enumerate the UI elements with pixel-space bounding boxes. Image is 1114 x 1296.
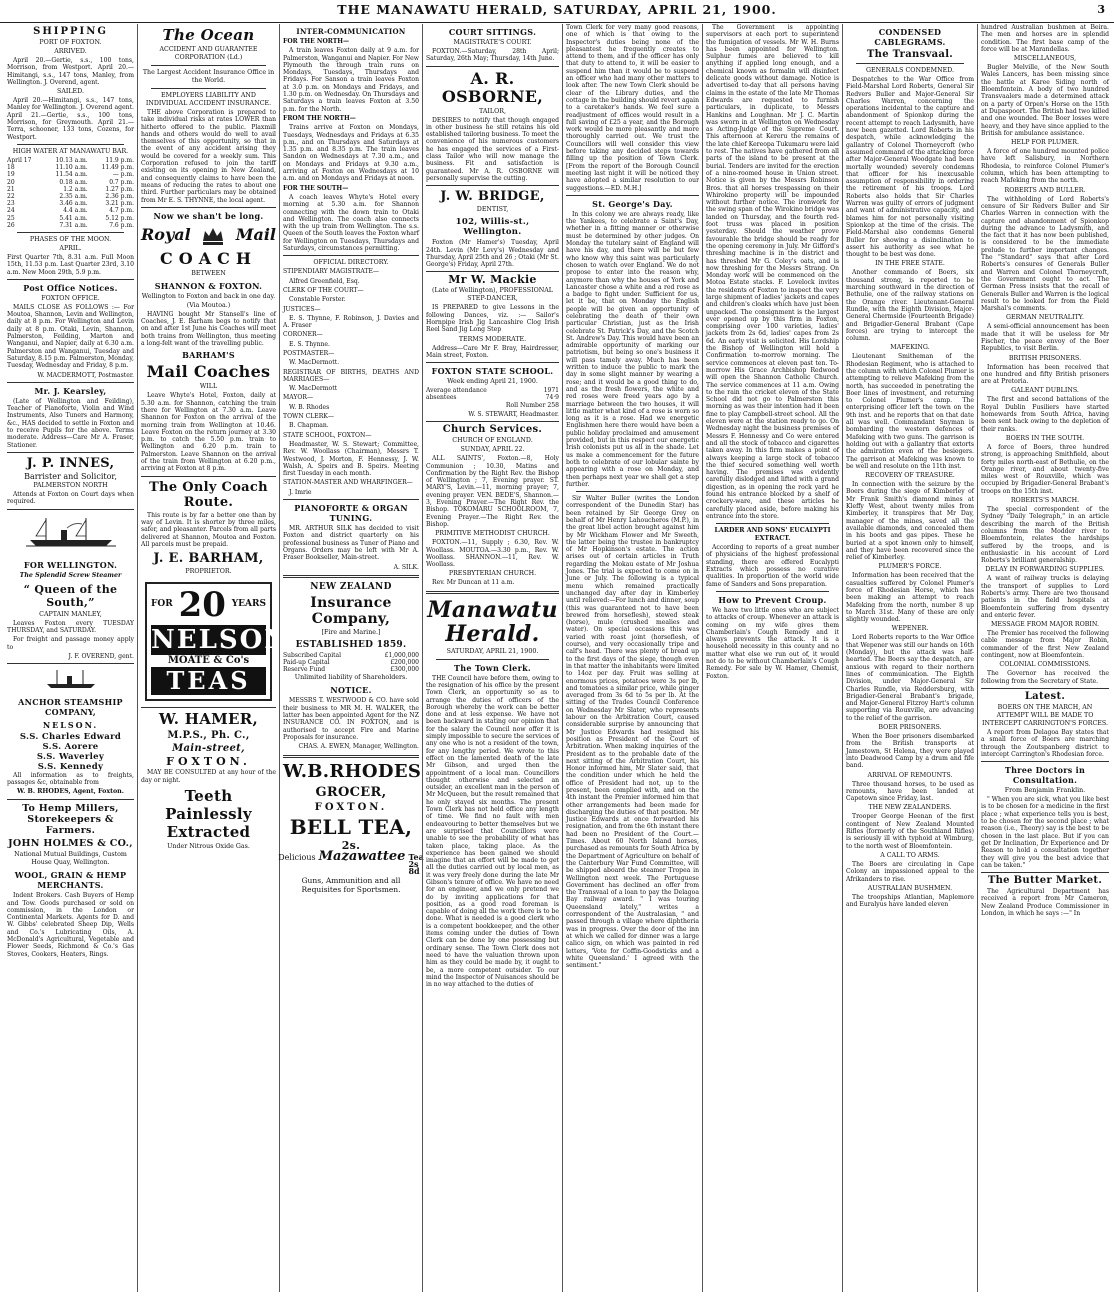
- capital-label: Subscribed Capital: [283, 651, 342, 659]
- tailor-label: TAILOR,: [479, 107, 506, 115]
- hamer-street: Main-street,: [172, 743, 245, 755]
- treasure-text: In connection with the seizure by the Boers during the siege of Kimberley of Mr Frank Smith's diamond mines at Kleffy West, about twenty miles from Kimberley, it transpires that Mr Day, manager of the mines, saved all the available diamonds, and concealed them in his boots and gas pipes. These he buried at a spot known only to himself, and they have been recovered since the relief of Kimberley.: [846, 481, 974, 562]
- anchor-text: All information as to freights, passages &c, obtainable from: [7, 771, 134, 786]
- methodist-heading: PRIMITIVE METHODIST CHURCH.: [435, 530, 550, 538]
- sailed-text: April 20.—Himitangi, s.s., 147 tons, Manley for Wellington. J. Overend agent. April 21.—Gertie, s.s., 100 tons, Morrison, for Greymouth. April 21.—Terra, schooner, 133 tons, Cozens, for Westport.: [7, 97, 134, 141]
- coach-text: Wellington to Foxton and back in one day.: [141, 292, 276, 300]
- st-george-heading: St. George's Day.: [592, 198, 673, 209]
- town-clerk-text: THE Council have before them, owing to the resignation of his office by the present Town Clerk, an opportunity so as to arrange the duties of officers of the Borough whereby the work can be better done and at less expense. We have not been backward in stating our opinion that for the salary the Council now offer it is simply impossible to secure the services of any one who is not a resident of the town, for any lengthy period. We wrote to this effect on the lamented death of the late Mr Gibson, and urged then the appointment of a local man. Councillors thought otherwise and selected an outsider, an excellent man in the person of Mr McQueen, but the result remained that he only stayed six months. The present Town Clerk has not held office any length of time. We find no fault with men endeavouring to better themselves but we are surprised that Councillors were unable to see the probability of what has taken place, taking place. As the experience has been gained we should imagine that an effort will be made to get all the duties carried out by local men, as it was very freely done during the late Mr Gibson's tenure of office. We have no need for an engineer, and we only pretend we do by inviting applications for that position, as a good road foreman is capable of doing all the work there is to be done. What is needed is a good clerk who is a competent bookkeeper, and the other items coming under the duties of Town Clerk can be done by one possessing but ordinary sense. The Town Clerk does not need to have the valuation thrown upon him as they could be made by, it ought to be, a more competent outsider. To our mind the Inspector of Nuisances should be in no way attached to the duties of: [426, 674, 559, 989]
- mackie-heading: Mr W. Mackie: [448, 273, 537, 287]
- moon-heading: PHASES OF THE MOON.: [29, 236, 112, 243]
- tide-row: [7, 200, 134, 207]
- roberts-march-heading: ROBERTS'S MARCH.: [1010, 497, 1080, 505]
- port-heading: PORT OF FOXTON.: [39, 39, 102, 46]
- capital-row: [283, 666, 419, 673]
- sanders-text: According to reports of a great number of physicians of the highest professional standing, there are offered Eucalypti Extracts which possess no curative qualities. In proportion of the world wide fame of Sanders and Sons preparation.: [706, 544, 839, 588]
- tide-am: 4.4 a.m.: [63, 207, 88, 215]
- tide-pm: 4.7 p.m.: [109, 207, 134, 215]
- mackie-address: Address—Care Mr F. Bray, Hairdresser, Main street, Foxton.: [426, 344, 559, 359]
- news-paragraphs-col5: Sir Walter Buller (writes the London correspondent of the Dunedin Star) has been retained by Sir George Grey on behalf of Mr Henry Lahoucheros (M.P.), in the great libel action brought against him by Mr Wickham Flower and Mr Sweeth, the latter being the trustee in bankruptcy of Mr Hopkinson's estate. The action arises out of certain articles in Truth regarding the Mokau estate of Mr Joshua Jones. The trial is expected to come on in June or July. The following is a typical menu which remained practically unchanged day after day in Kimberley until relieved:—For lunch and dinner, soup (this was guaranteed not to have been brewed from horseflesh), stewed steak (horse), mule (crushed mealies and water). On special occasions this was varied with roast joint (horseflesh, of course), and very occasionally tripe and calf's head. There was plenty of bread up to the first days of the siege, though even in that matter the inhabitants were limited to 14oz per day. Fruit was selling at enormous prices, potatoes were 3s per lb, and tomatoes a similar price, while ginger averaged from 3s 6d to 5s per lb. At the sitting of the Trades Council Conference on Wednesday Mr Slater, who represents labour on the Arbitration Court, caused considerable surprise by announcing that Mr Justice Edwards had resigned his position as President of the Court of Arbitration. When making inquiries of the President as to the probable date of the next sitting of the Arbitration Court, his Honor informed him, Mr Slater said, that the condition under which he held the office of President had not, up to the present, been complied with, and on the 4th instant the Premier informed him that other arrangements had been made for discharging the duties of that position. Mr Justice Edwards at once forwarded his resignation, and from the 6th instant there had been no President of the Court.—Times. About 60 North Island horses, purchased as remounts for South Africa by the Department of Agriculture on behalf of the Canterbury War Fund Committee, will be shipped aboard the steamer Tropea in Wellington next week. The Portuguese Government has declined an offer from the Transvaal of a loan to pay the Delagoa Bay railway award. " I was touring Queensland lately," writes a correspondent of the Australasian, " and passed through a village where diphtheria was in progress. Over the door of the inn at which we called for dinner was a large calico sign, on which was painted in red letters, 'Vote for Coffin-Goodsticks and a white Queensland.' I agreed with the sentiment.": [566, 495, 699, 970]
- tide-am: 5.41 a.m.: [59, 214, 88, 222]
- tide-pm: 1.27 p.m.: [105, 185, 134, 193]
- state-school-sign: W. S. STEWART, Headmaster.: [468, 410, 559, 418]
- tide-row: [7, 207, 134, 214]
- town-clerk-heading: The Town Clerk.: [453, 662, 532, 673]
- state-school-heading: FOXTON STATE SCHOOL.: [431, 366, 554, 377]
- rhodes-town: FOXTON.: [314, 801, 388, 813]
- column-8: [977, 24, 1112, 1292]
- boers-south-heading: BOERS IN THE SOUTH.: [1005, 434, 1085, 442]
- anchor-place: NELSON.: [42, 719, 99, 730]
- ocean-heading: The Ocean: [162, 26, 255, 44]
- bell-tea-label: BELL TEA,: [289, 814, 413, 839]
- post-office-sub: FOXTON OFFICE.: [41, 294, 100, 302]
- teas-label: TEAS: [151, 667, 266, 695]
- court-heading: COURT SITTINGS.: [448, 27, 537, 37]
- tide-table: [7, 157, 134, 229]
- nelson-twenty: 20: [178, 585, 226, 626]
- tide-row: [7, 215, 134, 222]
- for-wellington-heading: FOR WELLINGTON.: [23, 559, 118, 570]
- holmes-heading: JOHN HOLMES & CO.,: [8, 838, 133, 850]
- north-text: A train leaves Foxton daily at 9 a.m. for Palmerston, Wanganui and Napier. For New Plymouth the through train runs on Mondays, Tuesdays, Thursdays and Fridays. For Sanson a train leaves Foxton at 3.0 p.m. on Mondays and Fridays, and 1.30 p.m. on Wednesday. On Thursdays and Saturdays a train leaves Foxton at 3.50 p.m. for the North.: [283, 47, 419, 113]
- moon-text: First Quarter 7th, 8.31 a.m. Full Moon 15th, 11.53 p.m. Last Quarter 23rd, 3.10 a.m. New Moon 29th, 5.9 p.m.: [7, 254, 134, 276]
- butter-heading: The Butter Market.: [987, 875, 1103, 887]
- tide-date: April 17: [7, 156, 32, 164]
- tide-am: 11.10 a.m.: [55, 164, 88, 172]
- remounts-heading: ARRIVAL OF REMOUNTS.: [867, 771, 953, 779]
- ocean-line: EMPLOYERS LIABILITY AND INDIVIDUAL ACCIDENT INSURANCE.: [145, 92, 272, 107]
- masthead-title: THE MANAWATU HERALD, SATURDAY, APRIL 21, 1900.: [337, 2, 777, 17]
- notice-sign: CHAS. A. EWEN, Manager, Wellington.: [298, 743, 419, 751]
- dublins-text: The first and second battalions of the Royal Dublin Fusiliers have started homewards from South Africa, having been sent back owing to the depletion of their ranks.: [981, 396, 1109, 433]
- court-text: FOXTON.—Saturday, 28th April; Saturday, 26th May; Thursday, 14th June.: [426, 48, 559, 63]
- tide-date: 24: [7, 207, 15, 215]
- mafeking-heading: MAFEKING.: [890, 344, 930, 352]
- tide-am: 1.2 a.m.: [63, 185, 88, 193]
- state-school-table: [426, 387, 559, 401]
- presbyterian-text: Rev. Mr Duncan at 11 a.m.: [432, 579, 515, 587]
- sanders-heading: LARDER AND SONS' EUCALYPTI EXTRACT.: [714, 527, 831, 543]
- delicious-label: Delicious: [278, 852, 316, 862]
- roberts-buller-heading: ROBERTS AND BULLER.: [1004, 186, 1086, 194]
- teeth-sub: Under Nitrous Oxide Gas.: [167, 842, 250, 850]
- column-3: [279, 24, 422, 1292]
- capital-row: [283, 659, 419, 666]
- via-label: (Via Moutoa.): [186, 301, 231, 309]
- bridge-heading: J. W. BRIDGE,: [440, 189, 545, 205]
- doctors-text: " When you are sick, what you like best is to be chosen for a medicine in the first place ; what experience tells you is best, to be chosen for the second place ; what reason (i.e., Theory) say is the best to be chosen in the last place. But if you can get Dr Inclination, Dr Experience and Dr Reason to hold a consultation together they will give you the best advice that can be taken.": [981, 796, 1109, 869]
- doctors-heading: Three Doctors in Consultation.: [1004, 765, 1086, 786]
- holmes-sub: National Mutual Buildings, Custom House Quay, Wellington.: [14, 851, 127, 867]
- moon-month: APRIL.: [59, 245, 82, 252]
- mazawattee-line: [278, 848, 424, 877]
- ocean-sub: ACCIDENT AND GUARANTEE CORPORATION (Ld.): [159, 46, 258, 61]
- free-state-text: Another commando of Boers, six thousand strong, is reported to be marching southward in the direction of Bethulie, one of the railway stations on the Orange river. Lieutenant-General Rundle, with the Eighth Division, Major-General Chermside (Fourteenth Brigade) and Brigadier-General Brabant (Cape forces) are trying to intercept the column.: [846, 269, 974, 343]
- anchor-ships-list: [7, 732, 134, 772]
- innes-heading: J. P. INNES,: [26, 455, 115, 471]
- st-george-text: In this colony we are always ready, like the Yankees, to celebrate a Saint's Day, whether in a fitting manner or otherwise must be determined by other judges. On Monday the tutelary saint of England will have his day, and there will be but few who know why this saint was particularly chosen to watch over England. We do not propose to enter into the reason why, anymore than why the houses of York and Lancaster chose a white and a red rose as a badge to fight under. Sufficient for us, let it be, that on Monday the English people will be given an opportunity of celebrating the death of their own particular Christian, just as the Irish celebrate St. Patrick's Day, and the Scotch St. Andrew's Day. This would have been an admirable opportunity of marking our patriotism, but being so one's business it will pass tamely away. Much has been written to induce the public to mark the day in some slight manner by wearing a rose; and it would be a good thing to do, and as the fresh flowers, the white and red roses were freed years ago by a marriage between the two houses, it will little matter what kind of a rose is worn so long as it is a rose. Had we energetic Englishmen here there would have been a public holiday proclaimed and amusement provided, but in this respect our energetic Irish colonists put us all in the shade. Let us make a commencement for the future both to celebrate of our lobular sainte by appearing with a rose on Monday, and then perhaps next year we shall get a step further.: [566, 210, 699, 488]
- herald-date: SATURDAY, APRIL 21, 1900.: [446, 647, 539, 655]
- inter-heading: INTER-COMMUNICATION: [296, 27, 406, 36]
- nz-fire-marine: [Fire and Marine.]: [321, 628, 381, 636]
- state-school-value: 1971: [543, 387, 559, 395]
- roberts-buller-text: The withholding of Lord Roberts's censure of Sir Redvers Buller and Sir Charles Warren in connection with the capture and abandonment of Spionkop during the advance to Ladysmith, and the fact that it has now been published, is considered to be the immediate prelude to further important changes. The "Standard" says that after Lord Roberts's censures of Generals Buller and Warren and Colonel Thorneycroft, the Government ought to act. The German Press insists that the recall of Generals Buller and Warren is the logical result to be looked for from the Field Marshal's comments.: [981, 195, 1109, 313]
- barham-proprietor: PROPRIETOR.: [185, 568, 232, 576]
- for-south-label: FOR THE SOUTH—: [283, 184, 349, 192]
- established-label: ESTABLISHED 1859.: [295, 639, 407, 650]
- capital-table: [283, 652, 419, 674]
- sailed-heading: SAILED.: [57, 88, 84, 96]
- official-holder: Headmaster, W. S. Stewart; Committee, Rev. W. Woollass (Chairman), Messrs T. Westwood, J. Morton, F. Hennessy, J. W. Walsh, A. Speirs and B. Speirs. Meeting first Tuesday in each month.: [283, 440, 419, 478]
- kearsley-heading: Mr. J. Kearsley,: [34, 385, 107, 396]
- barham-name: J. E. BARHAM,: [153, 551, 264, 567]
- notice-text: MESSRS T. WESTWOOD & CO. have sold their business to MR M. H. WALKER, the latter has been appointed Agent for the NZ INSURANCE CO. IN FOXTON, and is authorised to accept Fire and Marine Proposals for insurance.: [283, 697, 419, 741]
- boers-south-text: A force of Boers, three hundred strong, is approaching Smithfield, about forty miles north-east of Bethulie, on the Orange river, and about twenty-five miles west of Rouxville, which was occupied by Brigadier-General Brabant's troops on the 15th inst.: [981, 443, 1109, 495]
- tide-am: 11.54 a.m.: [55, 171, 88, 179]
- post-office-sign: W. MACDERMOTT, Postmaster.: [37, 371, 134, 379]
- cable-heading: CONDENSED CABLEGRAMS.: [874, 27, 946, 47]
- tide-pm: 7.6 p.m.: [109, 221, 134, 229]
- bridge-address: 102, Willis-st., Wellington.: [455, 217, 530, 238]
- roberts-march-text: The special correspondent of the Sydney "Daily Telegraph," in an article describing the march of the British columns from the Modder river to Bloemfontein, relates the hardships suffered by the troops, and is enthusiastic in his account of Lord Roberts's brilliant generalship.: [981, 506, 1109, 565]
- transvaal-heading: The Transvaal.: [866, 49, 954, 60]
- bell-tea-price: 2s.: [341, 838, 361, 852]
- wool-heading: WOOL, GRAIN & HEMP MERCHANTS.: [14, 870, 127, 891]
- help-plumer-heading: HELP FOR PLUMER.: [1011, 139, 1079, 147]
- hemp-heading: To Hemp Millers, Storekeepers & Farmers.: [22, 803, 119, 837]
- state-school-row: [426, 387, 559, 394]
- treasure-heading: RECOVERY OF TREASURE.: [865, 472, 955, 480]
- innes-text: Attends at Foxton on Court days when required.: [7, 490, 134, 506]
- neutrality-heading: GERMAN NEUTRALITY.: [1006, 314, 1084, 322]
- official-holder: Alfred Greenfield, Esq.: [289, 277, 360, 285]
- british-prisoners-heading: BRITISH PRISONERS.: [1008, 354, 1082, 362]
- tide-row: [7, 164, 134, 171]
- state-school-label: absentees: [426, 394, 457, 402]
- tide-pm: 11.49 p.m.: [101, 164, 134, 172]
- official-role: POSTMASTER—: [283, 349, 335, 357]
- anchor-ship-name: S.S. Waverley: [36, 751, 105, 762]
- tide-pm: 0.7 p.m.: [109, 178, 134, 186]
- church-heading: Church Services.: [442, 424, 543, 436]
- mail-coaches-heading: Mail Coaches: [146, 362, 271, 382]
- nzers-heading: THE NEW ZEALANDERS.: [868, 804, 952, 812]
- dentist-label: DENTIST,: [476, 206, 509, 214]
- tide-date: 21: [7, 185, 15, 193]
- steamer-heading: The Splendid Screw Steamer: [19, 571, 122, 579]
- official-holder: E. S. Thynne, F. Robinson, J. Davies and A. Fraser: [283, 314, 419, 330]
- mackie-sub: (Late of Wellington), PROFESSIONAL STEP-DANCER,: [432, 287, 553, 303]
- nelson-years-label: YEARS: [231, 599, 266, 610]
- only-coach-heading: The Only Coach Route.: [149, 479, 268, 510]
- masthead: [0, 0, 1114, 23]
- rhodes-heading: W.B.RHODES: [283, 760, 422, 782]
- tide-date: 19: [7, 171, 15, 179]
- free-state-heading: IN THE FREE STATE.: [875, 260, 945, 268]
- arms-text: The Boers are circulating in Cape Colony an impassioned appeal to the Afrikanders to rise.: [846, 860, 974, 883]
- bushmen-text: The troopships Atlantian, Maplemore and Euralyus have landed eleven: [846, 893, 974, 909]
- colonial-heading: COLONIAL COMMISSIONS.: [999, 661, 1091, 669]
- robin-heading: MESSAGE FROM MAJOR ROBIN.: [990, 621, 1099, 629]
- official-holder: E. S. Thynne.: [289, 340, 330, 348]
- tide-date: 18: [7, 164, 15, 172]
- news-paragraphs-col6: The Government is appointing supervisors at each port to superintend the fumigation of vessels. Mr W. H. Burns has been appointed for Wellington. Sulphur fumes are believed to kill anything if applied long enough, and a chemical known as formalin will disinfect delicate goods without damage. Notice is advertised to-day that all persons having claims in the estate of the late Mr Thomas Edwards are requested to furnish particulars, in duplicate, to Messrs Hankins and Loughnan. Mr J. C. Martin was sworn in at Wellington on Wednesday as Acting-Judge of the Supreme Court. This afternoon at Kereru the remains of the late chief Kereopa Tukumaru were laid to rest. The natives have gathered from all parts of the island to be present at the burial. Tenders are invited for the erection of a nine-roomed house in Union street. Notice is given by the Messrs Robinson Bros. that all horses trespassing on their Whirokino property will be impounded without further notice. The ironwork for the swing span of the Wirokino bridge was landed on Thursday, and the fourth red-foot truss was placed in position yesterday. Should the weather prove favourable the bridge should be ready for the opening ceremony in July. Mr Gifford's threshing machine is in the district and has threshed Mr G. Coley's oats, and is now threshing for the Messrs Strang. On Monday work will be commenced on the Motoa Estate stacks. F. Lovelock invites the residents of Foxton to inspect the very large shipment of ladies' jackets and capes and children's cloaks which have just been unpacked. The consignment is the largest ever opened up by this firm in Foxton, comprising over 100 varieties, ladies' jackets from 2s 6d, ladies' capes from 2s 6d. An early visit is solicited. His Lordship the Bishop of Wellington will hold a Confirmation to-morrow morning. The service commences at eleven past ten. To-morrow His Grace Archbishop Redwood will open the Shannon Catholic Church. The service commences at 11 a.m. Owing to the rain the cricket eleven of the State School did not go to Palmerston this morning as was their intention had it been fine to play Campbell-street school. All the eleven were at the station ready to go. On Wednesday night the business premises of Messrs F. Hennessy and Co were entered and all the stock of tobacco and cigarettes taken away. In this firm makes a point of always keeping a large stock of tobacco the thief secured something well worth having. The premises was evidently carefully dislodged and lifted with a grand digestion, as in opening the rock yard he found his entrance blocked by a shelf of crockery-ware, and these articles he carefully placed aside, before making his entrance into the store.: [706, 24, 839, 520]
- from-north-text: Trains arrive at Foxton on Mondays, Tuesdays, Wednesdays and Fridays at 6.35 p.m., and on Thursdays and Saturdays at 1.35 p.m. and 8.35 p.m. The train leaves Sandon on Wednesdays at 7.30 a.m., and on Mondays and Fridays at 9.30 a.m., arriving at Foxton on Wednesdays at 10 a.m. and on Mondays and Fridays at noon.: [283, 124, 419, 183]
- will-label: WILL: [199, 383, 218, 391]
- tide-row: [7, 157, 134, 164]
- official-holder: Constable Forster.: [289, 296, 346, 304]
- dublins-heading: GALEANT DUBLINS.: [1011, 387, 1079, 395]
- capital-value: £300,000: [390, 666, 419, 674]
- official-role: MAYOR—: [283, 394, 314, 402]
- capital-label: Paid-up Capital: [283, 659, 330, 667]
- steamer-agent: J. F. OVEREND, gent.: [68, 653, 134, 661]
- for-north-label: FOR THE NORTH—: [283, 38, 350, 45]
- tide-row: [7, 222, 134, 229]
- mackie-terms: TERMS MODERATE.: [458, 335, 527, 343]
- column-5: [562, 24, 702, 1292]
- tide-date: 20: [7, 178, 15, 186]
- tide-pm: 2.36 p.m.: [105, 192, 134, 200]
- nz-insurance-sub: Insurance Company,: [310, 594, 392, 627]
- robin-text: The Premier has received the following cable message from Major Robin, commander of the first New Zealand contingent, now at Bloemfontein.: [981, 630, 1109, 660]
- official-role: REGISTRAR OF BIRTHS, DEATHS AND MARRIAGES—: [283, 368, 419, 383]
- remounts-text: Three thousand horses, to be used as remounts, have been landed at Capetown since Friday, last.: [846, 780, 974, 803]
- column-1: [4, 24, 137, 1292]
- official-role: JUSTICES—: [283, 305, 321, 313]
- hamer-heading: W. HAMER,: [158, 710, 259, 729]
- anchor-ship-icon: [7, 668, 134, 692]
- notice-heading: NOTICE.: [330, 685, 372, 696]
- delay-text: A want of railway trucks is delaying the transport of supplies to Lord Roberts's army. There are two thousand patients in the field hospitals at Bloemfontein suffering from dysentry and enteric fever.: [981, 575, 1109, 619]
- coach-label: COACH: [160, 248, 257, 268]
- shipping-heading: SHIPPING: [33, 26, 108, 37]
- nelson-teas-ad: [145, 582, 291, 701]
- bushmen-heading: AUSTRALIAN BUSHMEN.: [867, 884, 953, 892]
- steamer-text: Leaves Foxton every TUESDAY THURSDAY, and SATURDAY.: [7, 619, 134, 635]
- official-role: CORONER—: [283, 331, 323, 339]
- tide-am: 0.18 a.m.: [59, 178, 88, 186]
- butter-text: The Agricultural Department has received a report from Mr Cameron, New Zealand Produce Commissioner in London, in which he says :—" In: [981, 888, 1109, 918]
- tide-date: 26: [7, 221, 15, 229]
- guns-text: Guns, Ammunition and all Requisites for Sportsmen.: [301, 876, 401, 895]
- tide-pm: — p.m.: [112, 171, 134, 179]
- column-4: [422, 24, 562, 1292]
- nz-insurance-heading: NEW ZEALAND: [310, 581, 392, 592]
- nelson-label: NELSON: [151, 625, 291, 656]
- croup-text: We have two little ones who are subject to attacks of croup. Whenever an attack is coming on my wife gives them Chamberlain's Cough Remedy and it always prevents the attack. It is a household necessity in this county and no matter what else we run out of, it would not do to be without Chamberlain's Cough Remedy. For sale by W. Hamer, Chemist, Foxton.: [706, 606, 839, 680]
- official-role: CLERK OF THE COURT—: [283, 286, 364, 294]
- piano-text: MR. ARTHUR SILK has decided to visit Foxton and district quarterly on his professional business as Tuner of Piano and Organs. Orders may be left with Mr A. Fraser Bookseller, Main-street.: [283, 525, 419, 562]
- post-office-heading: Post Office Notices.: [23, 282, 118, 293]
- mafeking-text: Lieutenant Smitheman of the Rhodesian Regiment, who is attached to the column with which Colonel Plumer is attempting to relieve Mafeking from the north, has succeeded in penetrating the Boer lines of investment, and returning to Colonel Plumer's camp. The enterprising officer left the town on the 9th inst. and he reports that on that date all was well. Commandant Snyman is bombarding the western defences of Mafeking with two guns. The garrison is holding out with a gallantry that extorts the admiration even of the besiegers. The garrison at Mafeking was known to be well and resolute on the 11th inst.: [846, 353, 974, 470]
- herald-title: Manawatu Herald.: [427, 596, 558, 647]
- boer-prisoners-heading: BOER PRISONERS.: [878, 724, 942, 732]
- osborne-text: DESIRES to notify that though engaged in other business he still retains his old established tailoring business. To meet the convenience of his numerous customers he has engaged the services of a First-class Tailor who will now manage the business. Fit and satisfaction is guaranteed. Mr A. R. OSBORNE will personally supervise the cutting.: [426, 116, 559, 182]
- arrived-text: April 20.—Gertie, s.s., 100 tons, Morrison, from Westport. April 20.—Himitangi, s.s., 147 tons, Manley, from Wellington. J. Overend, agent.: [7, 57, 134, 86]
- hamer-town: FOXTON.: [166, 755, 251, 769]
- generals-text: Despatches to the War Office from Field-Marshal Lord Roberts, General Sir Redvers Buller and Major-General Sir Charles Warren, concerning the operations incidental to the capture and abandonment of Spionkop during the recent attempt to reach Ladysmith, have now been gazetted. Lord Roberts in his despatch, while acknowledging the gallantry of Colonel Thorneycroft (who assumed command of the attacking force after Major-General Woodgate had been mortally wounded) severely condemns that officer for his inexcusable assumption of responsibility in ordering the retirement of his troops. Lord Roberts also holds that Sir Charles Warren was guilty of errors of judgment and want of administrative capacity, and blames him for not personally visiting Spionkop at the time of the crisis. The Field-Marshal also condemns General Buller for showing a disinclination to assert his authority as see what he thought to be best was done.: [846, 76, 974, 259]
- arms-heading: A CALL TO ARMS.: [880, 851, 940, 859]
- misc-text: Bugler Melville, of the New South Wales Lancers, has been missing since the battle at Karee Siding north of Bloemfontein. A body of two hundred Transvaalers made a determined attack on a party of Orpen's Horse on the 15th at Dupaspoort. The British had two killed and one wounded. The Boer losses were heavy, and they have since applied to the British for ambulance assistance.: [981, 64, 1109, 137]
- mackie-text: IS PREPARED to give Lessons in the following Dances, viz. :— Sailor's Hornpipe Irish Jig Lancashire Clog Irish Reel Sand Jig Long Step: [426, 304, 559, 334]
- coach-text-2: HAVING bought Mr Stansell's line of Coaches, J. E. Barham begs to notify that on and after 1st June his Coaches will meet both trains from Wellington, thus meeting a long-felt want of the travelling public.: [141, 310, 276, 348]
- state-school-value: 74·9: [545, 394, 559, 402]
- piano-sign: A. SILK.: [393, 563, 419, 571]
- official-heading: OFFICIAL DIRECTORY.: [313, 259, 389, 267]
- only-coach-text: This route is by far a better one than by way of Levin. It is shorter by three miles, safer, and pleasanter. Parcels from all parts delivered at Shannon, Moutoa and Foxton. All parcels must be prepaid.: [141, 511, 276, 548]
- mail-label: Mail: [235, 225, 276, 245]
- steamer-captain: CAPTAIN MANLEY,: [39, 610, 102, 618]
- royal-mail-banner: [141, 223, 276, 247]
- ocean-text: THE above Corporation is prepared to take individual risks at rates LOWER than hitherto offered to the public. Plaxmill hands and others would do well to avail themselves of this opportunity, so that in the event of any accident arising they would be covered for a weekly sum. This Corporation refused to join the tariff existing on its opening in New Zealand, and consequently claims to have been the means of reducing the rates to about one third. Further particulars may be obtained from Mr E. S. THYNNE, the local agent.: [141, 109, 276, 204]
- grocer-label: GROCER,: [315, 784, 387, 800]
- tide-row: [7, 179, 134, 186]
- south-text: A coach leaves Whyte's Hotel every morning at 5.30 a.m. for Shannon connecting with the down train to Otaki and Wellington. The coach also connects with the up train from Wellington. The s.s. Queen of the South leaves the Foxton wharf for Wellington on Tuesdays, Thursdays and Saturdays, circumstances permitting.: [283, 193, 419, 253]
- boer-prisoners-text: When the Boer prisoners disembarked from the British transports at Jamestown, St Helena, they were played into Deadwood Camp by a drum and fife band.: [846, 733, 974, 770]
- moate-label: MOATE & Co's: [167, 655, 250, 667]
- state-school-row: [426, 394, 559, 401]
- official-holder: W. MacDermott: [289, 385, 338, 393]
- plumer-force-heading: PLUMER'S FORCE.: [878, 563, 942, 571]
- osborne-heading: A. R. OSBORNE,: [441, 68, 544, 106]
- official-holder: W. B. Rhodes: [289, 403, 330, 411]
- methodist-text: FOXTON.—11, Supply ; 6.30, Rev. W. Woollass. MOUTOA.—3.30 p.m., Rev. W. Woollass. SHANNON.—11, Rev. W. Woollass.: [426, 539, 559, 569]
- tide-row: [7, 171, 134, 178]
- church-sub: CHURCH OF ENGLAND.: [452, 437, 533, 445]
- latest-heading: Latest.: [1024, 690, 1066, 702]
- teeth-heading: Teeth Painlessly Extracted: [165, 786, 252, 841]
- nzers-text: Trooper George Heenan of the first contingent of New Zealand Mounted Rifles (formerly of the Southland Rifles) is seriously ill with typhoid at Wimburg, to the north west of Bloemfontein.: [846, 813, 974, 850]
- tide-am: 3.46 a.m.: [59, 200, 88, 208]
- official-role: STATION-MASTER AND WHARFINGER—: [283, 479, 413, 487]
- anchor-agent: W. B. RHODES, Agent, Foxton.: [17, 788, 124, 796]
- doctors-sub: From Benjamin Franklin.: [1004, 787, 1086, 795]
- high-water-heading: HIGH WATER AT MANAWATU BAR.: [12, 147, 129, 155]
- misc-heading: MISCELLANEOUS,: [1013, 55, 1077, 63]
- steamer-freight: For freight and passage money apply to: [7, 636, 134, 651]
- latest-sub: BOERS ON THE MARCH, AN ATTEMPT WILL BE MADE TO INTERCEPT CARRINGTON'S FORCES.: [982, 703, 1108, 727]
- now-heading: Now we shan't be long.: [153, 210, 264, 221]
- neutrality-text: A semi-official announcement has been made that it will be useless for Mr Fischer, the peace envoy of the Boer Republics, to visit Berlin.: [981, 323, 1109, 353]
- royal-label: Royal: [141, 225, 191, 245]
- tide-row: [7, 186, 134, 193]
- tide-pm: 11.9 p.m.: [105, 156, 134, 164]
- mazawattee-label: Mazawattee: [318, 848, 406, 864]
- tide-am: 10.13 a.m.: [55, 156, 88, 164]
- hamer-sub: M.P.S., Ph. C.,: [167, 730, 250, 742]
- anchor-ship-name: S.S. Charles Edward: [19, 731, 122, 742]
- column-7: [842, 24, 977, 1292]
- capital-row: [283, 652, 419, 659]
- official-role: STIPENDIARY MAGISTRATE—: [283, 268, 379, 276]
- wepener-text: Lord Roberts reports to the War Office that Wepener was still our hands on 16th (Monday), but the attack was half-hearted. The Boers say the despatch, are anxious with regard to their northern lines of communication. The Eighth Division, under Major-General Sir Charles Rundle, via Reddersburg, with Brigadier-General Brabant's brigade, and Major-General Fitzroy Hart's column supporting via Rouxville, are advancing to the relief of the garrison.: [846, 634, 974, 722]
- wool-text: Indent Brokers. Cash Buyers of Hemp and Tow. Goods purchased or sold on commission, in the London or Continental Markets. Agents for D. and W. Gibbs' celebrated Sheep Dip, Wells and Co.'s Lubricating Oils, A. McDonald's Agricultural, Vegetable and Flower Seeds, Richmond & Co.'s Gas Stoves, Cookers, Heaters, Rings.: [7, 892, 134, 958]
- state-school-label: Average attendance: [426, 387, 487, 395]
- tide-date: 22: [7, 192, 15, 200]
- help-plumer-text: A force of one hundred mounted police have left Salisbury, in Northern Rhodesia, to reinforce Colonel Plumer's column, which has been attempting to reach Mafeking from the north.: [981, 148, 1109, 185]
- church-text: ALL SAINTS', Foxton.—8, Holy Communion ; 10.30, Matins and Confirmation by the Right Rev. the Bishop of Wellington ; 7, Evening prayer. ST. MARY'S, Levin.—11, morning prayer; 7, evening prayer. VEN. BEDE'S, Shannon.— 3, Evening Prayer.—The Right Rev. the Bishop. TOKOMARU SCHOOLROOM, 7, Evening Prayer.—The Right Rev. the Bishop.: [426, 455, 559, 528]
- bridge-text: Foxton (Mr Hamer's) Tuesday, April 24th. Levin (Mr Levy's) Wednesday and Thursday, April 25th and 26 ; Otaki (Mr St. George's) Friday, April 27th.: [426, 239, 559, 269]
- mazawattee-price: Tea 2s 8d: [408, 851, 424, 877]
- anchor-heading: ANCHOR STEAMSHIP COMPANY,: [18, 696, 123, 717]
- steamer-ship-icon: [7, 514, 134, 556]
- kearsley-text: (Late of Wellington and Feilding), Teacher of Pianoforte, Violin and Wind Instruments, Also Tuners and Harmony, &c., HAS decided to settle in Foxton and to receive Pupils for the above. Terms moderate. Address—Care Mr A. Fraser, Stationer.: [7, 397, 134, 449]
- barham-heading: BARHAM'S: [182, 350, 235, 361]
- plumer-force-text: Information has been received that the casualties suffered by Colonel Plumer's force of Rhodesian Horse, which has been making an attempt to reach Mafeking from the north, number 8 up to March 31st. Many of these are only slightly wounded.: [846, 572, 974, 624]
- town-clerk-continued: Town Clerk for very many good reasons, one of which is that owing to the Inspector's duties being none of the pleasantest he frequently creates to attend to them, and if the officer has only that duty to attend to, it will be easier to suspend him than it would be to suspend an officer who had many other matters to look after. The new Town Clerk should be clear of the Library duties, and the cottage in the building should revert again to a caretaker's hands. We feel sure a readjustment of offices would result in a full saving of £25 a year, and the Borough work would be more pleasantly and more thoroughly carried out. We trust the Councillors will well consider this view before taking any decided steps towards filling up the position of Town Clerk. [From the report of the Borough Council meeting last night it will be noticed they have adopted a similar resolution to our suggestions.—ED. M.H.]: [566, 24, 699, 192]
- capital-label: Reserve Fund: [283, 666, 326, 674]
- capital-value: £1,000,000: [384, 651, 419, 659]
- colonial-text: The Governor has received the following from the Secretary of State.: [981, 670, 1109, 685]
- arrived-heading: ARRIVED.: [54, 48, 87, 55]
- official-holder: W. MacDermott.: [289, 359, 340, 367]
- tide-pm: 3.21 p.m.: [105, 200, 134, 208]
- unlimited-text: Unlimited liability of Shareholders.: [294, 674, 408, 682]
- consult-text: MAY BE CONSULTED at any hour of the day or night.: [141, 769, 276, 784]
- from-north-label: FROM THE NORTH—: [283, 114, 356, 122]
- official-holder: B. Chapman.: [289, 422, 329, 430]
- steamer-name: “ Queen of the South,”: [23, 582, 118, 609]
- official-role: TOWN CLERK—: [283, 413, 334, 421]
- page-number: 3: [1097, 3, 1106, 16]
- tide-date: 23: [7, 200, 15, 208]
- nelson-for-label: FOR: [151, 599, 173, 610]
- presbyterian-heading: PRESBYTERIAN CHURCH.: [448, 570, 537, 578]
- generals-heading: GENERALS CONDEMNED.: [865, 67, 955, 74]
- delay-heading: DELAY IN FORWARDING SUPPLIES.: [985, 566, 1105, 574]
- court-sub: MAGISTRATE'S COURT.: [453, 39, 532, 46]
- shannon-foxton-label: SHANNON & FOXTON.: [154, 280, 263, 291]
- state-school-week: Week ending April 21, 1900.: [447, 378, 538, 386]
- coach-times: Leave Whyte's Hotel, Foxton, daily at 5.30 a.m. for Shannon, catching the train there for Wellington at 7.30 a.m. Leave Shannon for Foxton on the arrival of the morning train from Wellington at 10.46. Leave Foxton on the return journey at 3.30 p.m. to catch the 5.50 p.m. train to Wellington and 6.20 p.m. train to Palmerston. Leave Shannon on the arrival of the train from Wellington at 6.20 p.m., arriving at Foxton at 8 p.m.: [141, 392, 276, 473]
- post-office-text: MAILS CLOSE AS FOLLOWS :— For Moutoa, Shannon, Levin and Wellington, daily at 8 p.m. For Wellington and Levin daily at 8 p.m. Otaki, Levin, Shannon, Palmerston, Feilding, Marton and Wanganui, and Napier, daily at 6.30 a.m. Palmerston and Wanganui, Tuesday and Saturday, 8.15 p.m. Palmerston, Monday, Tuesday, Wednesday and Friday, 8 p.m.: [7, 303, 134, 370]
- tide-date: 25: [7, 214, 15, 222]
- latest-text: A report from Delagoa Bay states that a small force of Boers are marching through the Zoutspanberg district to intercept Carrington's Rhodesian force.: [981, 728, 1109, 758]
- official-role: STATE SCHOOL, FOXTON—: [283, 431, 372, 439]
- ocean-tagline: The Largest Accident Insurance Office in the World.: [142, 69, 275, 84]
- tide-am: 7.31 a.m.: [59, 221, 88, 229]
- wepener-heading: WEPENER.: [891, 625, 929, 633]
- roll-number: Roll Number 258: [505, 401, 559, 409]
- column-6: [702, 24, 842, 1292]
- croup-heading: How to Prevent Croup.: [718, 594, 827, 605]
- anchor-ship-name: S.S. Aorere: [42, 741, 99, 752]
- british-prisoners-text: Information has been received that one hundred and fifty British prisoners are at Pretoria.: [981, 363, 1109, 386]
- column-2: [137, 24, 291, 1292]
- tide-am: 2.35 a.m.: [59, 192, 88, 200]
- tide-pm: 5.12 p.m.: [105, 214, 134, 222]
- official-directory: [283, 268, 419, 496]
- church-date: SUNDAY, APRIL 22.: [460, 446, 525, 454]
- bushmen-continued: hundred Australian bushmen at Beira. The men and horses are in splendid condition. The first base camp of the force will be at Marandellas.: [981, 24, 1109, 53]
- piano-heading: PIANOFORTE & ORGAN TUNING.: [294, 503, 408, 524]
- between-label: BETWEEN: [191, 269, 226, 277]
- official-holder: J. Imrie: [289, 488, 312, 496]
- innes-place: PALMERSTON NORTH: [33, 481, 108, 489]
- anchor-ship-name: S.S. Kennedy: [37, 761, 104, 772]
- crown-icon: [200, 223, 226, 247]
- tide-row: [7, 193, 134, 200]
- capital-value: £200,000: [390, 659, 419, 667]
- innes-sub: Barrister and Solicitor,: [24, 471, 117, 481]
